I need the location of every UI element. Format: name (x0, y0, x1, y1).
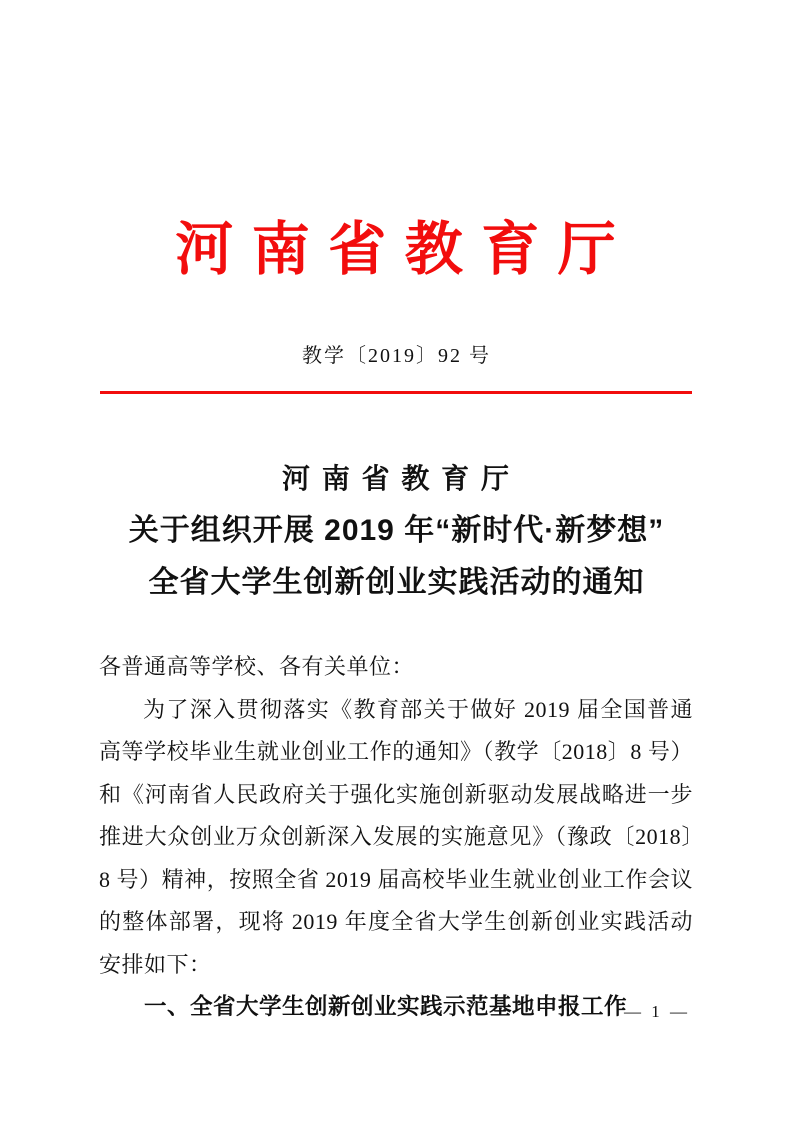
notice-title-subject-line: 关于组织开展 2019 年“新时代·新梦想” (128, 514, 665, 547)
page-number: — 1 — (624, 1002, 690, 1021)
notice-title-subject-line2: 全省大学生创新创业实践活动的通知 (148, 566, 645, 599)
document-number: 教学〔2019〕92 号 (302, 345, 491, 367)
notice-body (99, 646, 693, 1029)
body-paragraph: 为了深入贯彻落实《教育部关于做好 2019 届全国普通高等学校毕业生就业创业工作的通知》（教学〔2018〕8 号）和《河南省人民政府关于强化实施创新驱动发展战略进一步推进大众创业万众创新深入发展的实施意见》（豫政〔2018〕8 号）精神，按照全省 2019 届高校毕业生就业创业工作会议的整体部署，现将 2019 年度全省大学生创新创业实践活动安排如下： (99, 696, 693, 977)
section-1-heading: 一、全省大学生创新创业实践示范基地申报工作 (144, 994, 628, 1019)
salutation: 各普通高等学校、各有关单位： (99, 654, 415, 679)
agency-title: 河 南 省 教 育 厅 (175, 217, 618, 282)
red-divider-rule (100, 391, 692, 394)
notice-title (0, 461, 793, 617)
notice-title-agency-line: 河 南 省 教 育 厅 (282, 463, 511, 494)
